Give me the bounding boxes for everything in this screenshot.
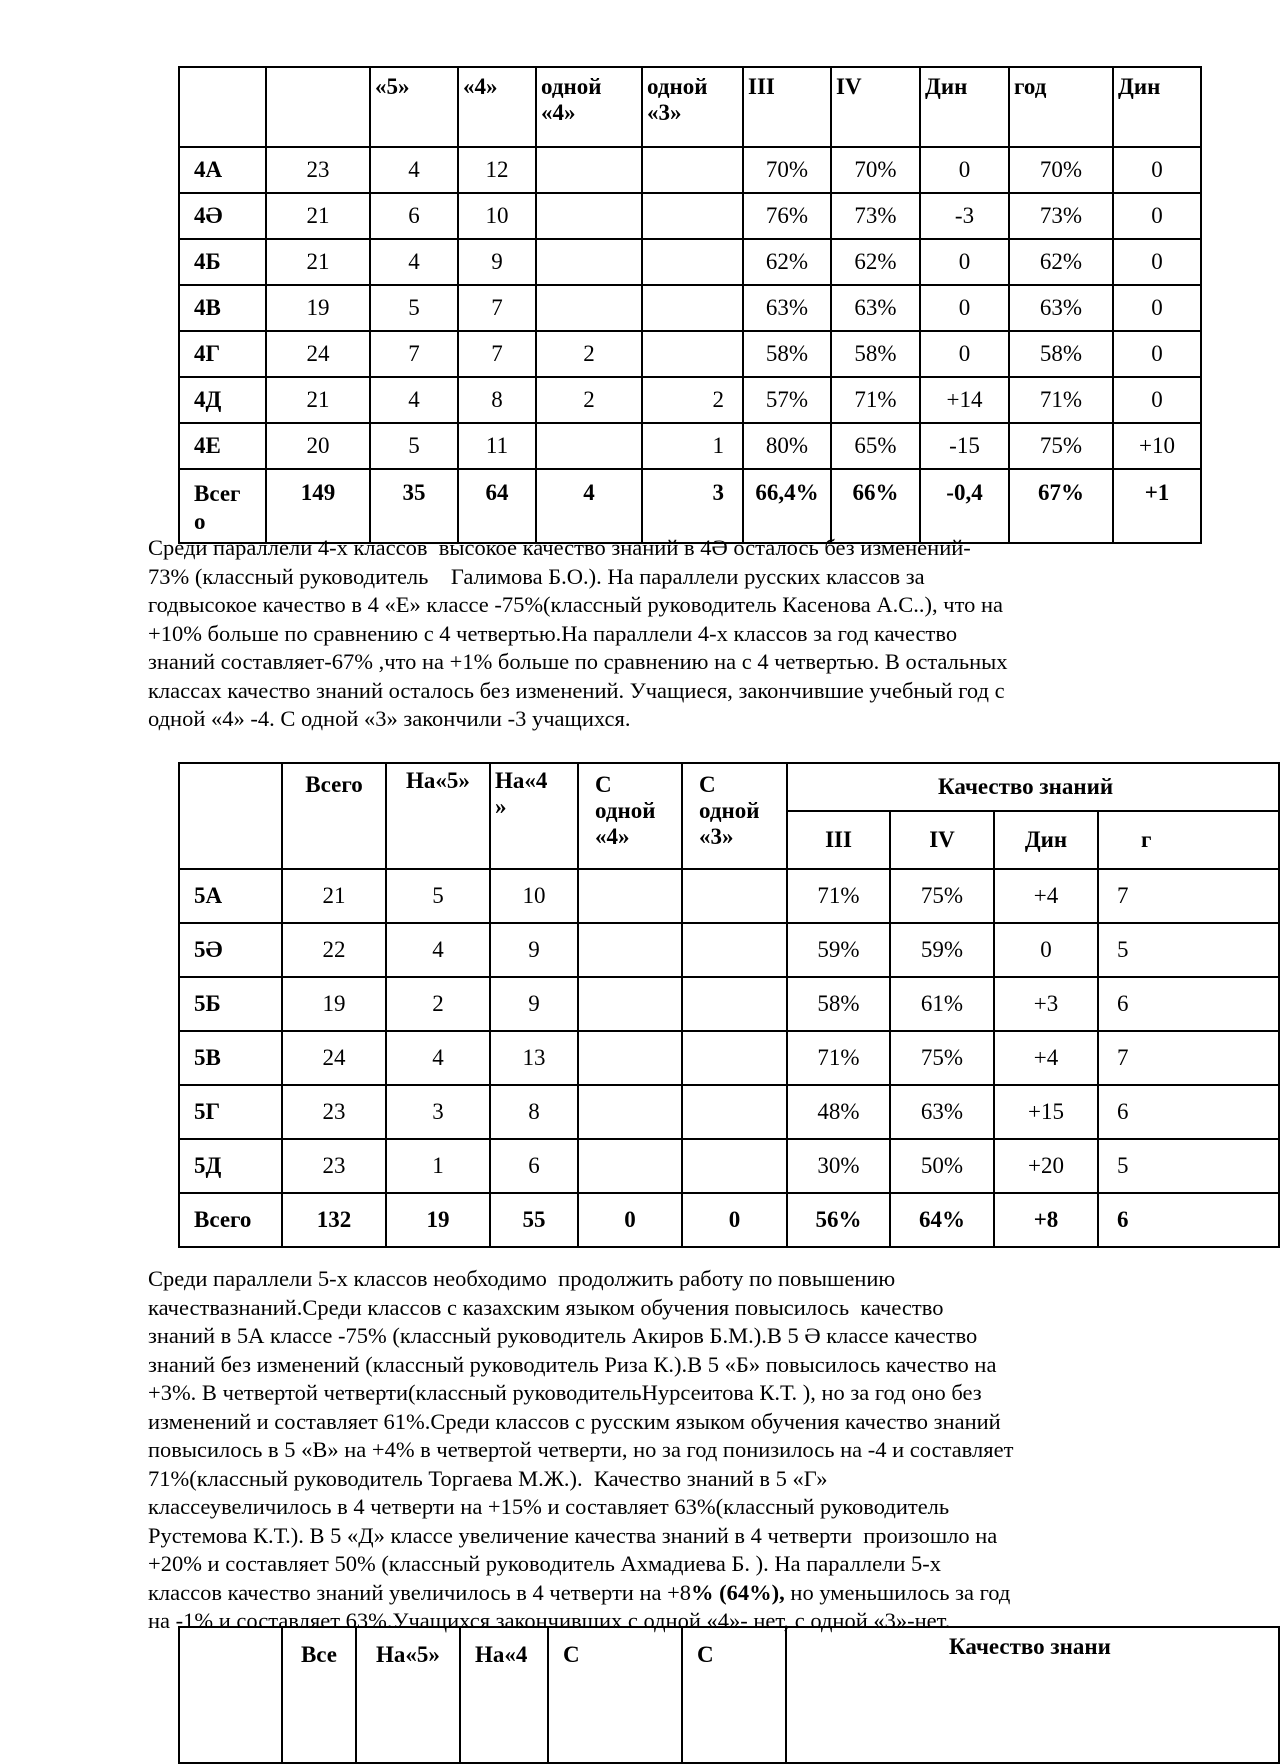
grade4-summary-paragraph: Среди параллели 4-х классов высокое качество знаний в 4Ә осталось без изменений- 73% (классный руководитель Галимова Б.О.). На параллели русских классов за годвысокое качество в 4 «Е» классе -75%(классный руководитель Касенова А.С..), что на +10% больше по сравнению с 4 четвертью.На параллели 4-х классов за год качество знаний составляет-67% ,что на +1% больше по сравнению на с 4 четвертью. В остальных классах качество знаний осталось без изменений. Учащиеся, закончившие учебный год с одной «4» -4. С одной «3» закончили -3 учащихся. bbox=[148, 535, 1008, 731]
table-cell: 0 bbox=[1113, 377, 1201, 423]
table-cell: 5 bbox=[370, 423, 458, 469]
table-row bbox=[179, 977, 1279, 1031]
table-cell: 71% bbox=[1009, 377, 1113, 423]
table-cell: 4 bbox=[386, 1031, 490, 1085]
table-cell bbox=[642, 331, 743, 377]
subheader-cell: IV bbox=[890, 811, 994, 869]
table-cell bbox=[642, 285, 743, 331]
table-cell bbox=[642, 193, 743, 239]
table-cell: 80% bbox=[743, 423, 831, 469]
grade5-table-clip bbox=[178, 762, 1152, 1282]
table-cell: 7 bbox=[1098, 869, 1279, 923]
table-cell: 4 bbox=[370, 147, 458, 193]
header-cell: Дин bbox=[920, 67, 1009, 147]
table-cell bbox=[578, 923, 682, 977]
header-cell bbox=[179, 67, 266, 147]
table-row bbox=[179, 423, 1201, 469]
paragraph-text: Среди параллели 5-х классов необходимо продолжить работу по повышению качествазнаний.Среди классов с казахским языком обучения повысилось качество знаний в 5А классе -75% (классный руководитель Акиров Б.М.).В 5 Ә классе качество знаний без изменений (классный руководитель Риза К.).В 5 «Б» повысилось качество на +3%. В четвертой четверти(классный руководительНурсеитова К.Т. ), но за год оно без изменений и составляет 61%.Среди классов с русским языком обучения качество знаний повысилось в 5 «В» на +4% в четвертой четверти, но за год понизилось на -4 и составляет 71%(классный руководитель Торгаева М.Ж.). Качество знаний в 5 «Г» классеувеличилось в 4 четверти на +15% и составляет 63%(классный руководитель Рустемова К.Т.). В 5 «Д» классе увеличение качества знаний в 4 четверти произошло на +20% и составляет 50% (классный руководитель Ахмадиева Б. ). На параллели 5-х классов качество знаний увеличилось в 4 четверти на +8 bbox=[148, 1266, 1014, 1605]
table-cell: 58% bbox=[831, 331, 920, 377]
table-cell: -15 bbox=[920, 423, 1009, 469]
table-total-row bbox=[179, 1193, 1279, 1247]
table-cell bbox=[578, 1139, 682, 1193]
table-cell: 71% bbox=[787, 1031, 890, 1085]
next-table-clip bbox=[178, 1626, 1130, 1755]
table-cell: 70% bbox=[1009, 147, 1113, 193]
header-cell: Дин bbox=[1113, 67, 1201, 147]
table-cell: 50% bbox=[890, 1139, 994, 1193]
header-cell bbox=[179, 1627, 282, 1763]
table-cell: 7 bbox=[370, 331, 458, 377]
table-cell: 21 bbox=[282, 869, 386, 923]
table-cell: 4 bbox=[370, 239, 458, 285]
table-cell: 71% bbox=[831, 377, 920, 423]
row-label: 5В bbox=[179, 1031, 282, 1085]
table-cell: 0 bbox=[920, 147, 1009, 193]
table-cell bbox=[682, 1031, 787, 1085]
table-cell: 24 bbox=[282, 1031, 386, 1085]
table-cell: 0 bbox=[1113, 285, 1201, 331]
table-cell: 1 bbox=[386, 1139, 490, 1193]
paragraph-bold-text: % (64%), bbox=[691, 1579, 785, 1605]
table-row bbox=[179, 147, 1201, 193]
table-cell: 7 bbox=[458, 285, 536, 331]
table-cell: 58% bbox=[787, 977, 890, 1031]
table-cell: 0 bbox=[994, 923, 1098, 977]
table-total-row bbox=[179, 469, 1201, 543]
table-row bbox=[179, 193, 1201, 239]
table-cell bbox=[578, 977, 682, 1031]
row-label: 4А bbox=[179, 147, 266, 193]
row-label: 4Ә bbox=[179, 193, 266, 239]
grade5-summary-paragraph bbox=[148, 1265, 1013, 1636]
table-cell: 21 bbox=[266, 377, 370, 423]
table-cell: 0 bbox=[920, 285, 1009, 331]
table-cell: +8 bbox=[994, 1193, 1098, 1247]
header-cell: год bbox=[1009, 67, 1113, 147]
table-cell: 149 bbox=[266, 469, 370, 543]
table-cell: 62% bbox=[743, 239, 831, 285]
row-label: Всего bbox=[179, 1193, 282, 1247]
header-cell: На«5» bbox=[356, 1627, 460, 1763]
group-header: Качество знани bbox=[786, 1627, 1279, 1763]
table-cell: 0 bbox=[1113, 331, 1201, 377]
table-cell: 64 bbox=[458, 469, 536, 543]
table-cell bbox=[536, 285, 642, 331]
table-cell bbox=[536, 423, 642, 469]
table-row bbox=[179, 239, 1201, 285]
table-cell: +4 bbox=[994, 869, 1098, 923]
table-row bbox=[179, 869, 1279, 923]
table-cell bbox=[536, 147, 642, 193]
row-label: 5Ә bbox=[179, 923, 282, 977]
table-cell: -0,4 bbox=[920, 469, 1009, 543]
table-cell bbox=[682, 923, 787, 977]
table-cell: 8 bbox=[458, 377, 536, 423]
table-cell: 35 bbox=[370, 469, 458, 543]
table-cell: 2 bbox=[536, 331, 642, 377]
grade5-quality-table bbox=[178, 762, 1280, 1248]
table-cell: 3 bbox=[642, 469, 743, 543]
table-cell: 12 bbox=[458, 147, 536, 193]
row-label: 5Б bbox=[179, 977, 282, 1031]
table-cell: 73% bbox=[1009, 193, 1113, 239]
table-cell: 62% bbox=[831, 239, 920, 285]
table-row bbox=[179, 1085, 1279, 1139]
table-cell: +4 bbox=[994, 1031, 1098, 1085]
table-cell: 59% bbox=[890, 923, 994, 977]
table-cell: 70% bbox=[831, 147, 920, 193]
row-label: 4Г bbox=[179, 331, 266, 377]
table-cell: 5 bbox=[370, 285, 458, 331]
table-cell: 2 bbox=[642, 377, 743, 423]
table-cell: +3 bbox=[994, 977, 1098, 1031]
table-cell: 132 bbox=[282, 1193, 386, 1247]
header-cell: Все bbox=[282, 1627, 356, 1763]
table-row bbox=[179, 331, 1201, 377]
table-cell: 71% bbox=[787, 869, 890, 923]
grade4-quality-table bbox=[178, 66, 1202, 544]
table-cell: 0 bbox=[920, 331, 1009, 377]
table-cell: +10 bbox=[1113, 423, 1201, 469]
table-cell: 4 bbox=[370, 377, 458, 423]
header-cell bbox=[266, 67, 370, 147]
table-cell: 5 bbox=[1098, 1139, 1279, 1193]
table-cell: 8 bbox=[490, 1085, 578, 1139]
table-cell: 61% bbox=[890, 977, 994, 1031]
table-cell: 19 bbox=[282, 977, 386, 1031]
table-cell: 73% bbox=[831, 193, 920, 239]
table-cell: +20 bbox=[994, 1139, 1098, 1193]
table-cell: 19 bbox=[386, 1193, 490, 1247]
table-cell bbox=[578, 1085, 682, 1139]
table-cell: 6 bbox=[1098, 1193, 1279, 1247]
table-cell: 2 bbox=[536, 377, 642, 423]
table-cell: 63% bbox=[890, 1085, 994, 1139]
table-cell: 66,4% bbox=[743, 469, 831, 543]
table-cell: 6 bbox=[490, 1139, 578, 1193]
table-cell: 0 bbox=[920, 239, 1009, 285]
table-cell: 75% bbox=[890, 869, 994, 923]
header-cell: Всего bbox=[282, 763, 386, 869]
header-cell: С bbox=[682, 1627, 786, 1763]
table-row bbox=[179, 923, 1279, 977]
table-cell: 24 bbox=[266, 331, 370, 377]
row-label: 4Е bbox=[179, 423, 266, 469]
table-cell: +1 bbox=[1113, 469, 1201, 543]
header-cell: одной «4» bbox=[536, 67, 642, 147]
table-cell: 6 bbox=[1098, 977, 1279, 1031]
table-cell: 30% bbox=[787, 1139, 890, 1193]
table-cell: 56% bbox=[787, 1193, 890, 1247]
table-cell: 20 bbox=[266, 423, 370, 469]
header-cell: На«4 bbox=[460, 1627, 548, 1763]
header-cell: С одной «4» bbox=[578, 763, 682, 869]
table-cell: 58% bbox=[1009, 331, 1113, 377]
table-cell: 70% bbox=[743, 147, 831, 193]
table-header-row bbox=[179, 1627, 1279, 1763]
table-cell: 4 bbox=[536, 469, 642, 543]
row-label: 4В bbox=[179, 285, 266, 331]
row-label: 5Г bbox=[179, 1085, 282, 1139]
row-label: 4Д bbox=[179, 377, 266, 423]
table-cell: 7 bbox=[458, 331, 536, 377]
header-cell: С bbox=[548, 1627, 682, 1763]
table-cell: 10 bbox=[458, 193, 536, 239]
table-cell: 66% bbox=[831, 469, 920, 543]
table-row bbox=[179, 285, 1201, 331]
table-cell: 3 bbox=[386, 1085, 490, 1139]
table-header-row bbox=[179, 763, 1279, 811]
table-cell: 0 bbox=[1113, 239, 1201, 285]
next-quality-table bbox=[178, 1626, 1280, 1764]
table-cell: 64% bbox=[890, 1193, 994, 1247]
table-cell: 13 bbox=[490, 1031, 578, 1085]
table-cell bbox=[642, 147, 743, 193]
table-cell: 59% bbox=[787, 923, 890, 977]
table-row bbox=[179, 1139, 1279, 1193]
table-cell: 65% bbox=[831, 423, 920, 469]
table-cell: 63% bbox=[831, 285, 920, 331]
table-cell: 11 bbox=[458, 423, 536, 469]
table-cell: 9 bbox=[490, 923, 578, 977]
table-cell: 5 bbox=[386, 869, 490, 923]
subheader-cell: Дин bbox=[994, 811, 1098, 869]
table-cell bbox=[578, 869, 682, 923]
header-cell: «4» bbox=[458, 67, 536, 147]
table-cell: 0 bbox=[682, 1193, 787, 1247]
table-cell: 21 bbox=[266, 239, 370, 285]
table-cell: 0 bbox=[578, 1193, 682, 1247]
table-cell: 55 bbox=[490, 1193, 578, 1247]
table-cell: 5 bbox=[1098, 923, 1279, 977]
header-cell: «5» bbox=[370, 67, 458, 147]
table-cell: 76% bbox=[743, 193, 831, 239]
table-cell: 10 bbox=[490, 869, 578, 923]
table-cell: 63% bbox=[1009, 285, 1113, 331]
table-cell: +15 bbox=[994, 1085, 1098, 1139]
table-cell: 4 bbox=[386, 923, 490, 977]
table-row bbox=[179, 377, 1201, 423]
table-cell: +14 bbox=[920, 377, 1009, 423]
group-header: Качество знаний bbox=[787, 763, 1279, 811]
table-cell bbox=[682, 869, 787, 923]
table-cell: 22 bbox=[282, 923, 386, 977]
table-cell: 63% bbox=[743, 285, 831, 331]
table-cell: 23 bbox=[266, 147, 370, 193]
table-cell: 75% bbox=[1009, 423, 1113, 469]
table-cell: 2 bbox=[386, 977, 490, 1031]
table-cell: 58% bbox=[743, 331, 831, 377]
table-cell: 48% bbox=[787, 1085, 890, 1139]
header-cell: На«4 » bbox=[490, 763, 578, 869]
subheader-cell: г bbox=[1098, 811, 1279, 869]
header-cell: III bbox=[743, 67, 831, 147]
header-cell: На«5» bbox=[386, 763, 490, 869]
row-label: 5Д bbox=[179, 1139, 282, 1193]
table-cell bbox=[578, 1031, 682, 1085]
table-cell: 7 bbox=[1098, 1031, 1279, 1085]
header-cell: IV bbox=[831, 67, 920, 147]
table-cell: 23 bbox=[282, 1139, 386, 1193]
table-header-row bbox=[179, 67, 1201, 147]
table-cell: 9 bbox=[490, 977, 578, 1031]
table-cell bbox=[536, 193, 642, 239]
table-cell: 67% bbox=[1009, 469, 1113, 543]
table-cell bbox=[642, 239, 743, 285]
table-cell: 19 bbox=[266, 285, 370, 331]
table-cell: 9 bbox=[458, 239, 536, 285]
table-cell: 21 bbox=[266, 193, 370, 239]
table-cell bbox=[682, 1085, 787, 1139]
header-cell: одной «3» bbox=[642, 67, 743, 147]
table-cell: 75% bbox=[890, 1031, 994, 1085]
table-cell: 23 bbox=[282, 1085, 386, 1139]
table-cell: 0 bbox=[1113, 147, 1201, 193]
table-cell bbox=[682, 1139, 787, 1193]
table-cell: 0 bbox=[1113, 193, 1201, 239]
row-label: Всег о bbox=[179, 469, 266, 543]
header-cell bbox=[179, 763, 282, 869]
table-cell bbox=[682, 977, 787, 1031]
table-cell: -3 bbox=[920, 193, 1009, 239]
table-cell: 1 bbox=[642, 423, 743, 469]
row-label: 4Б bbox=[179, 239, 266, 285]
table-cell: 6 bbox=[370, 193, 458, 239]
table-cell: 62% bbox=[1009, 239, 1113, 285]
subheader-cell: III bbox=[787, 811, 890, 869]
table-row bbox=[179, 1031, 1279, 1085]
row-label: 5А bbox=[179, 869, 282, 923]
table-cell: 6 bbox=[1098, 1085, 1279, 1139]
table-cell: 57% bbox=[743, 377, 831, 423]
header-cell: С одной «3» bbox=[682, 763, 787, 869]
paragraph-text: но уменьшилось за год на -1% и составляет 63%.Учащихся закончивших с одной «4»- нет, с одной «3»-нет. bbox=[148, 1579, 1011, 1633]
table-cell bbox=[536, 239, 642, 285]
